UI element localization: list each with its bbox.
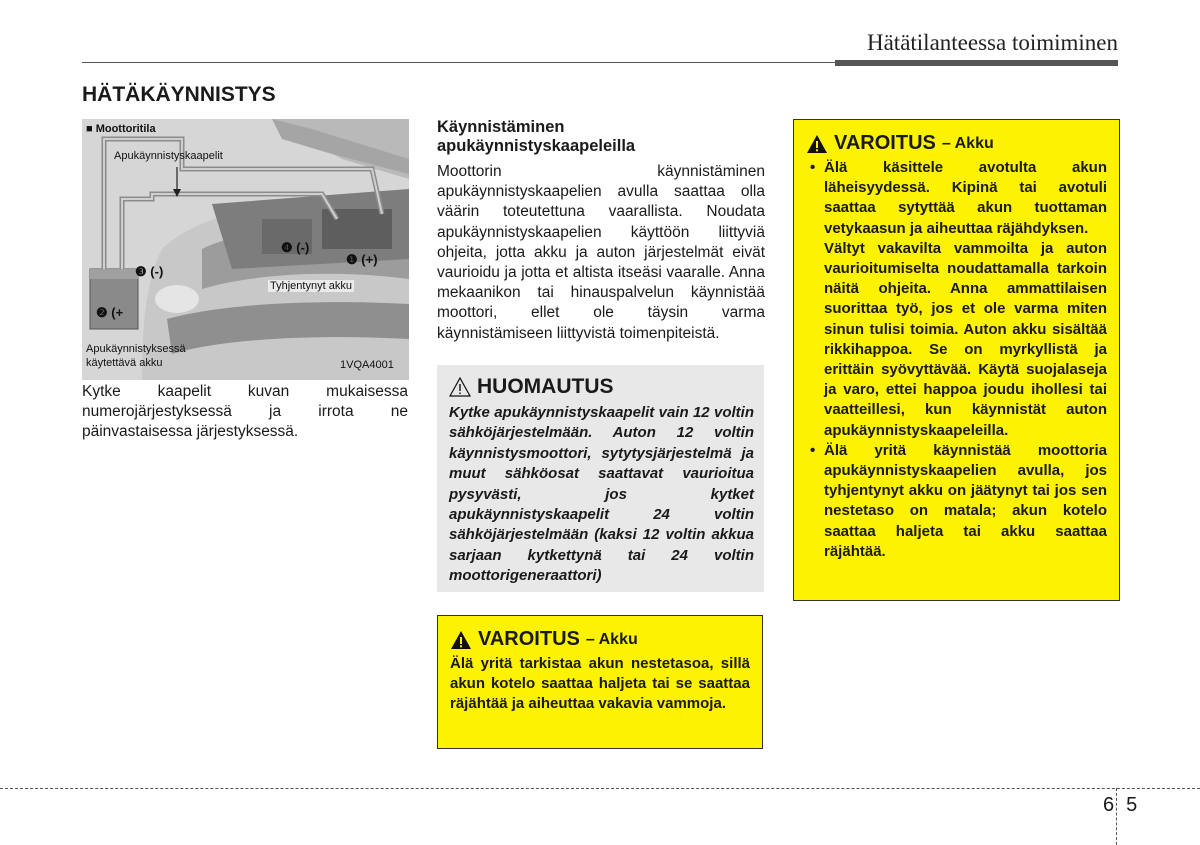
caution-icon [449,377,471,397]
figure-code: 1VQA4001 [340,359,394,371]
warning-icon [806,134,828,154]
marker-1: ❶ (+) [346,252,378,267]
warning-list [806,158,1107,239]
note-box [437,365,764,592]
warning-small-header [450,628,750,651]
warning-box-small [437,615,763,749]
warning-bullet-1-continued: Vältyt vakavilta vammoilta ja auton vaurioitumiselta noudattamalla tarkoin näitä ohjeita. Anna ammattilaisen suorittaa työ, jos et ole varma miten sinun tulisi toimia. Auton akku sisältää rikkihappoa. Se on myrkyllistä ja erittäin syövyttävää. Käytä suojalaseja ja varo, ettei happoa joudu ihollesi tai vaatteillesi, kun käynnistät auton apukäynnistyskaapeleilla. [824,239,1107,439]
chapter-title: Hätätilanteessa toimiminen [866,30,1118,55]
header-rule-accent [835,60,1118,66]
note-header [449,375,754,399]
label-booster-line1: Apukäynnistyksessä [86,343,186,355]
note-text: Kytke apukäynnistyskaapelit vain 12 voltin sähköjärjestelmään. Auton 12 voltin käynnistysmoottori, sytytysjärjestelmä ja muut sähköosat saattavat vaurioitua pysyvästi, jos kytket apukäynnistyskaapelit 24 voltin sähköjärjestelmään (kaksi 12 voltin akkua sarjaan kytkettynä tai 24 voltin moottorigeneraattori) [449,404,754,585]
warning-large-title: VAROITUS [834,132,936,154]
note-title: HUOMAUTUS [477,375,614,398]
warning-small-subtitle: – Akku [585,630,638,648]
page-number: 65 [1103,794,1150,816]
marker-3: ❸ (-) [135,264,164,279]
marker-4: ❹ (-) [281,240,310,255]
warning-small-text: Älä yritä tarkistaa akun nestetasoa, sillä akun kotelo saattaa haljeta tai se saattaa räjähtää ja aiheuttaa vakavia vammoja. [450,655,750,712]
subheading: Käynnistäminen apukäynnistyskaapeleilla [437,118,636,155]
body-text: Moottorin käynnistäminen apukäynnistyskaapelien avulla saattaa olla väärin toteutettuna vaarallista. Noudata apukäynnistyskaapelien käyttöön liittyviä ohjeita, jotta akku ja auton järjestelmät eivät vaurioidu ja jotta et altista itseäsi vaaralle. Anna mekaanikon tai hinauspalvelun käynnistää moottori, ellet ole täysin varma käynnistämiseen liittyvistä toimenpiteistä. [437,163,765,342]
footer-rule [0,788,1200,789]
label-dead-battery: Tyhjentynyt akku [270,280,352,292]
label-cables: Apukäynnistyskaapelit [114,150,223,162]
section-title: HÄTÄKÄYNNISTYS [82,83,276,106]
warning-large-header [806,132,1107,155]
warning-icon [450,630,472,650]
engine-bay-figure [82,119,409,380]
warning-list-2 [806,441,1107,562]
warning-small-title: VAROITUS [478,628,580,650]
warning-bullet-2: • Älä yritä käynnistää moottoria apukäynnistyskaapelien avulla, jos tyhjentynyt akku on jäätynyt tai jos sen nestetaso on matala; akun kotelo saattaa haljeta tai akku saattaa räjähtää. [824,441,1107,562]
warning-large-subtitle: – Akku [941,134,994,152]
marker-2: ❷ (+ [96,305,124,320]
label-booster-line2: käytettävä akku [86,357,163,369]
warning-bullet-1: • Älä käsittele avotulta akun läheisyydessä. Kipinä tai avotuli saattaa sytyttää akun tuottaman vetykaasun ja aiheuttaa räjähdyksen. [824,158,1107,239]
figure-caption: Kytke kaapelit kuvan mukaisessa numerojärjestyksessä ja irrota ne päinvastaisessa järjestyksessä. [82,383,408,440]
warning-box-large [793,119,1120,601]
figure-title: ■ Moottoritila [86,123,156,135]
